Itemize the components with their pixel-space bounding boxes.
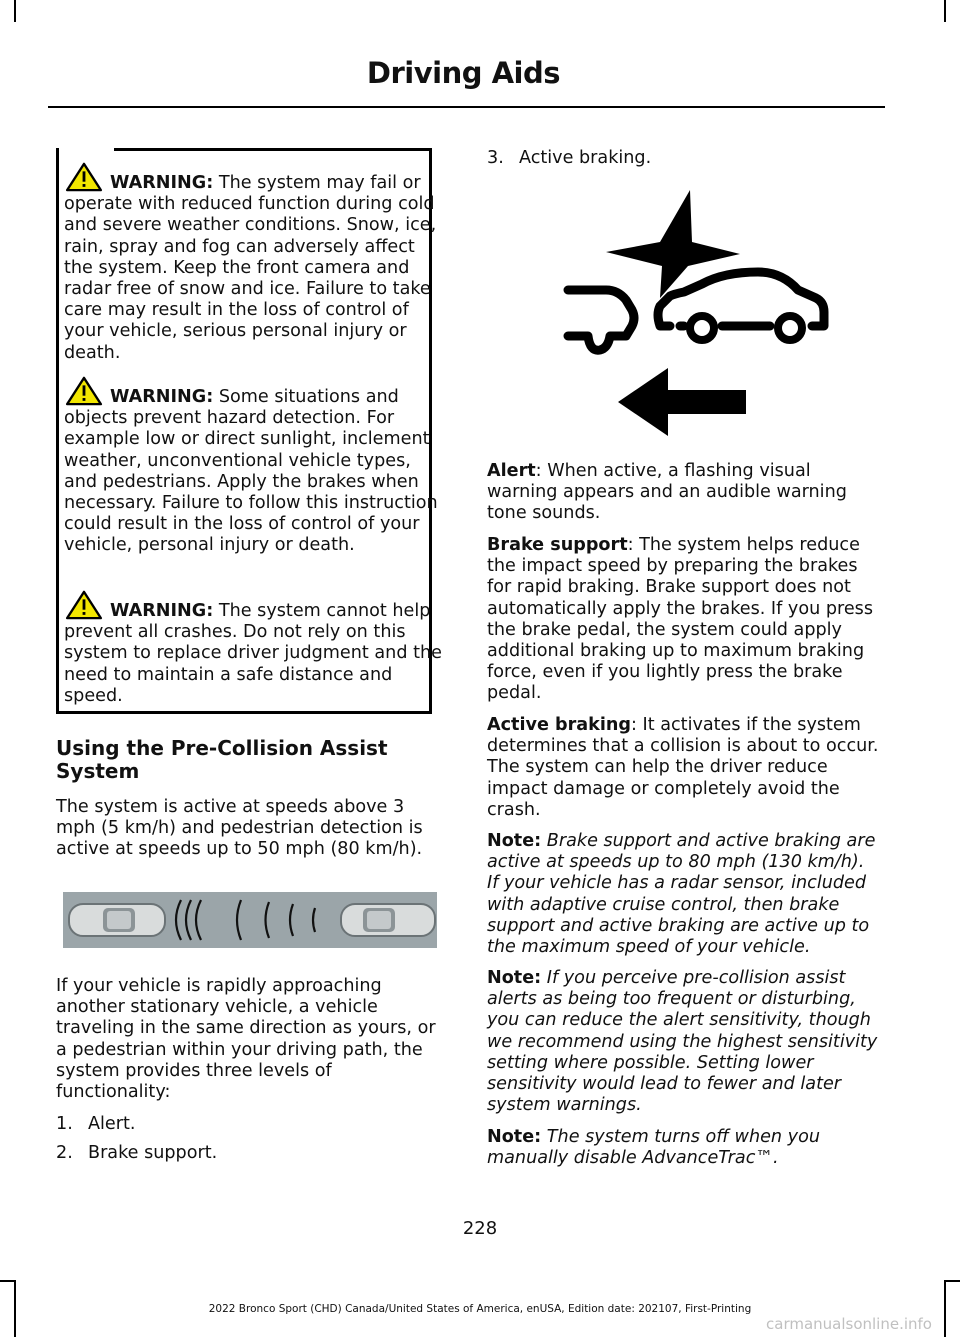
warning-triangle-icon xyxy=(64,376,104,406)
radar-vehicles-illustration xyxy=(63,892,437,948)
list-label: Active braking. xyxy=(519,148,652,168)
list-item xyxy=(487,148,651,169)
definition-term: Brake support xyxy=(487,535,628,555)
definition-text: : The system helps reduce the impact speed by preparing the brakes for rapid braking. Brake support does not automatically apply the brakes. If you press the brake pedal, the system could apply additional braking up to maximum braking force, even if you lightly press the brake pedal. xyxy=(487,535,873,704)
warning-label: WARNING: xyxy=(110,601,214,621)
list-label: Alert. xyxy=(88,1114,136,1134)
note-label: Note: xyxy=(487,968,542,988)
note-label: Note: xyxy=(487,1127,542,1147)
note-text: Brake support and active braking are active at speeds up to 80 mph (130 km/h). If your vehicle has a radar sensor, included with adaptive cruise control, then brake support and active braking are active up to the maximum speed of your vehicle. xyxy=(487,831,876,958)
note-text: The system turns off when you manually disable AdvanceTrac™. xyxy=(487,1127,820,1169)
note-text: If you perceive pre-collision assist alerts as being too frequent or disturbing, you can reduce the alert sensitivity, though we recommend using the highest sensitivity setting where possible. Setting lower sensitivity would lead to fewer and later system warnings. xyxy=(487,968,878,1116)
warning-triangle-icon xyxy=(64,590,104,620)
definition-text: : When active, a flashing visual warning appears and an audible warning tone sounds. xyxy=(487,461,847,524)
warning-text: The system may fail or operate with reduced function during cold and severe weather conditions. Snow, ice, rain, spray and fog can adversely affect the system. Keep the front camera and radar free of snow and ice. Failure to take care may result in the loss of control of your vehicle, serious personal injury or death. xyxy=(64,173,437,363)
crop-mark xyxy=(14,0,16,22)
note-sensitivity xyxy=(487,968,879,1116)
lead-vehicle xyxy=(341,904,435,936)
intro-paragraph: The system is active at speeds above 3 mph (5 km/h) and pedestrian detection is active at speeds up to 50 mph (80 km/h). xyxy=(56,797,423,860)
page-footer: 2022 Bronco Sport (CHD) Canada/United States of America, enUSA, Edition date: 202107, First-Printing xyxy=(208,1303,752,1315)
warning-1 xyxy=(64,162,442,364)
section-heading xyxy=(56,737,388,783)
crop-mark xyxy=(0,1280,14,1282)
watermark: carmanualsonline.info xyxy=(766,1315,932,1333)
warning-label: WARNING: xyxy=(110,173,214,193)
list-number: 3. xyxy=(487,148,504,168)
pre-collision-warning-icon xyxy=(562,186,832,436)
warning-3 xyxy=(64,590,442,707)
note-label: Note: xyxy=(487,831,542,851)
rear-vehicle xyxy=(69,904,165,936)
page-header-title: Driving Aids xyxy=(366,56,560,90)
list-item xyxy=(56,1114,135,1135)
list-number: 2. xyxy=(56,1143,73,1163)
definition-active-braking xyxy=(487,715,879,821)
functionality-paragraph: If your vehicle is rapidly approaching another stationary vehicle, a vehicle traveling in the same direction as yours, or a pedestrian within your driving path, the system provides three levels of functionality: xyxy=(56,976,436,1103)
header-divider xyxy=(48,106,885,108)
section-heading-line1: Using the Pre-Collision Assist xyxy=(56,736,388,760)
page-number: 228 xyxy=(462,1218,498,1239)
definition-brake-support xyxy=(487,535,879,705)
crop-mark xyxy=(946,1280,960,1282)
impact-star-shape xyxy=(606,190,740,298)
warning-text: Some situations and objects prevent hazard detection. For example low or direct sunlight, inclement weather, unconventional vehicle types, and pedestrians. Apply the brakes when necessary. Failure to follow this instruction could result in the loss of control of your vehicle, personal injury or death. xyxy=(64,387,438,556)
arrow-left-shape xyxy=(618,368,746,436)
note-speed xyxy=(487,831,879,958)
pre-collision-warning-graphic xyxy=(562,186,832,436)
warning-box-top-line xyxy=(114,148,432,151)
note-advancetrac xyxy=(487,1127,879,1169)
list-item xyxy=(56,1143,217,1164)
warning-text: The system cannot help prevent all crashes. Do not rely on this system to replace driver judgment and the need to maintain a safe distance and speed. xyxy=(64,601,442,706)
warning-triangle-icon xyxy=(64,162,104,192)
definition-term: Alert xyxy=(487,461,536,481)
crop-mark xyxy=(944,0,946,22)
warning-label: WARNING: xyxy=(110,387,214,407)
radar-vehicles-graphic xyxy=(63,892,437,948)
definition-text: : It activates if the system determines that a collision is about to occur. The system can help the driver reduce impact damage or completely avoid the crash. xyxy=(487,715,879,820)
list-number: 1. xyxy=(56,1114,73,1134)
list-label: Brake support. xyxy=(88,1143,218,1163)
definition-alert xyxy=(487,461,879,525)
definition-term: Active braking xyxy=(487,715,632,735)
section-heading-line2: System xyxy=(56,759,140,783)
warning-2 xyxy=(64,376,442,557)
